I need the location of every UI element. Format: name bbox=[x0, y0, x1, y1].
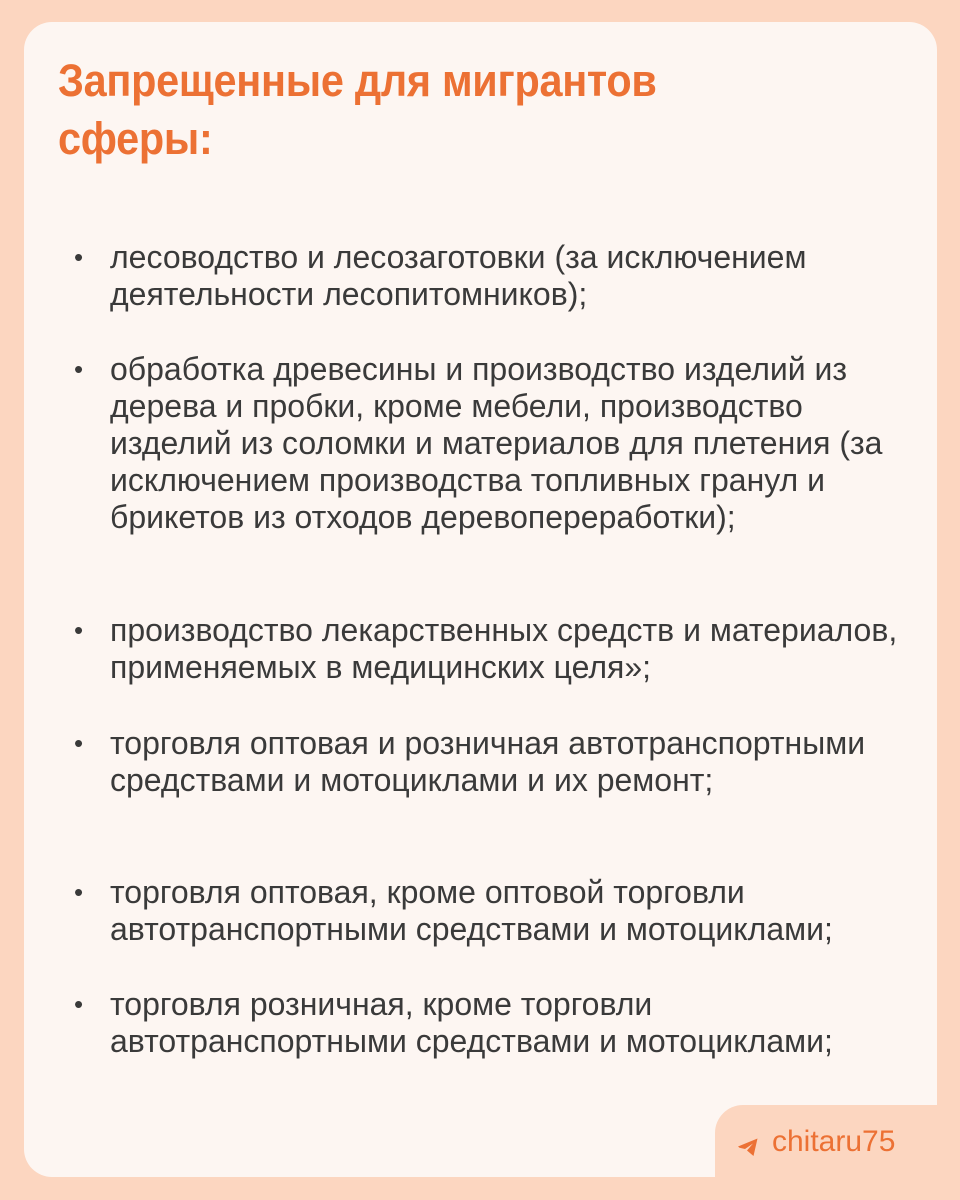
list-item-text: обработка древесины и производство изделий из дерева и пробки, кроме мебели, производство изделий из соломки и материалов для плетения (за исключением производства топливных гранул и брикетов из отходов деревопереработки); bbox=[110, 351, 883, 535]
channel-handle: chitaru75 bbox=[772, 1125, 896, 1158]
list-item-text: торговля оптовая, кроме оптовой торговли автотранспортными средствами и мотоциклами; bbox=[110, 874, 833, 947]
list-item-text: лесоводство и лесозаготовки (за исключением деятельности лесопитомников); bbox=[110, 239, 807, 312]
bullet: • bbox=[74, 989, 84, 1019]
bullet: • bbox=[74, 354, 84, 384]
bullet: • bbox=[74, 728, 84, 758]
bullet: • bbox=[74, 615, 84, 645]
list-item-text: торговля розничная, кроме торговли автотранспортными средствами и мотоциклами; bbox=[110, 986, 833, 1059]
telegram-icon bbox=[736, 1130, 760, 1154]
list-item-text: производство лекарственных средств и материалов, применяемых в медицинских целя»; bbox=[110, 612, 898, 685]
page-title: Запрещенные для мигрантов сферы: bbox=[58, 55, 657, 164]
bullet: • bbox=[74, 877, 84, 907]
list-item bbox=[74, 351, 914, 536]
list-item bbox=[74, 725, 914, 799]
bullet: • bbox=[74, 242, 84, 272]
list-item bbox=[74, 874, 914, 948]
channel-link[interactable] bbox=[736, 1122, 895, 1162]
list-item bbox=[74, 612, 914, 686]
list-item bbox=[74, 239, 914, 313]
list-item bbox=[74, 986, 914, 1060]
list-item-text: торговля оптовая и розничная автотранспортными средствами и мотоциклами и их ремонт; bbox=[110, 725, 866, 798]
